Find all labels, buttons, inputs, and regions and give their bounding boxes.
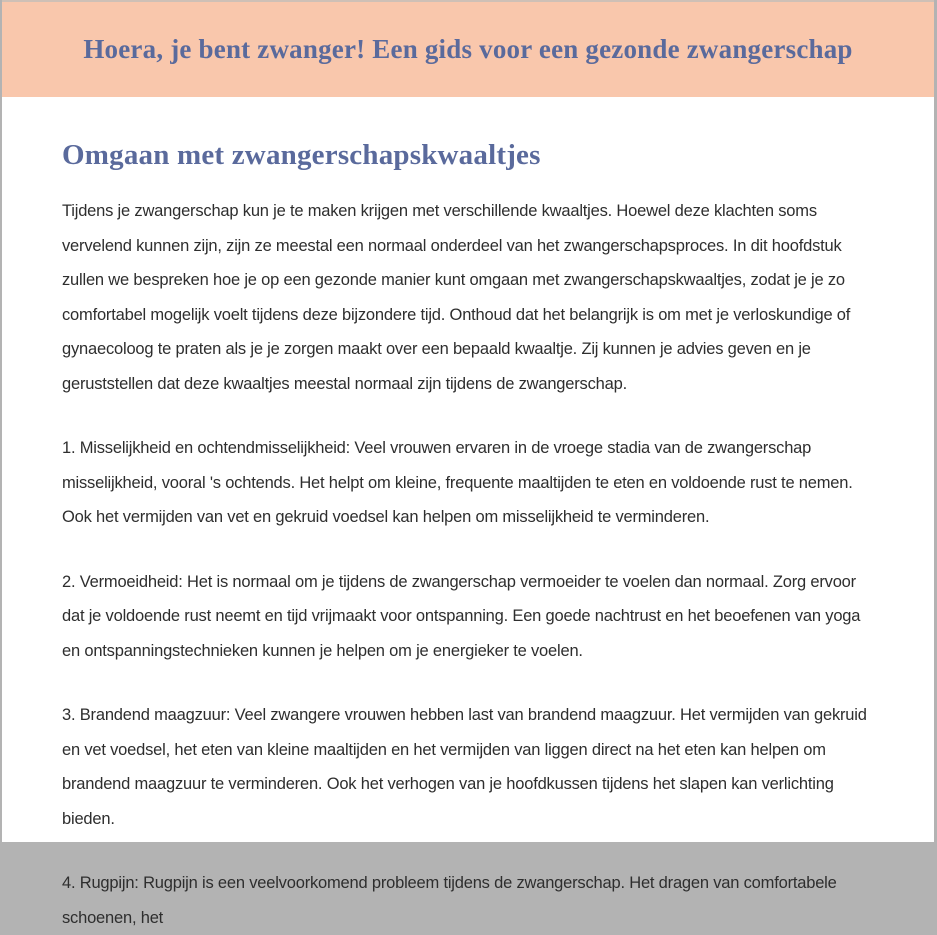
document-content: [2, 97, 934, 935]
paragraph-item-1-misselijkheid: 1. Misselijkheid en ochtendmisselijkheid: Veel vrouwen ervaren in de vroege stadia van de zwangerschap misselijkheid, vooral 's ochtends. Het helpt om kleine, frequente maaltijden te eten en voldoende rust te nemen. Ook het vermijden van vet en gekruid voedsel kan helpen om misselijkheid te verminderen.: [62, 439, 853, 526]
document-header: [2, 0, 934, 97]
paragraph-item-4-rugpijn: 4. Rugpijn: Rugpijn is een veelvoorkomend probleem tijdens de zwangerschap. Het dragen van comfortabele schoenen, het: [62, 874, 837, 927]
paragraph-item-3-brandend-maagzuur: 3. Brandend maagzuur: Veel zwangere vrouwen hebben last van brandend maagzuur. Het vermijden van gekruid en vet voedsel, het eten van kleine maaltijden en het vermijden van liggen direct na het eten kan helpen om brandend maagzuur te verminderen. Ook het verhogen van je hoofdkussen tijdens het slapen kan verlichting bieden.: [62, 706, 867, 828]
document-page: [2, 0, 934, 927]
paragraph-intro: Tijdens je zwangerschap kun je te maken krijgen met verschillende kwaaltjes. Hoewel deze klachten soms vervelend kunnen zijn, zijn ze meestal een normaal onderdeel van het zwangerschapsproces. In dit hoofdstuk zullen we bespreken hoe je op een gezonde manier kunt omgaan met zwangerschapskwaaltjes, zodat je je zo comfortabel mogelijk voelt tijdens deze bijzondere tijd. Onthoud dat het belangrijk is om met je verloskundige of gynaecoloog te praten als je je zorgen maakt over een bepaald kwaaltje. Zij kunnen je advies geven en je geruststellen dat deze kwaaltjes meestal normaal zijn tijdens de zwangerschap.: [62, 202, 851, 393]
section-heading: Omgaan met zwangerschapskwaaltjes: [62, 139, 541, 171]
paragraph-item-2-vermoeidheid: 2. Vermoeidheid: Het is normaal om je tijdens de zwangerschap vermoeider te voelen dan normaal. Zorg ervoor dat je voldoende rust neemt en tijd vrijmaakt voor ontspanning. Een goede nachtrust en het beoefenen van yoga en ontspanningstechnieken kunnen je helpen om je energieker te voelen.: [62, 572, 861, 660]
document-title: Hoera, je bent zwanger! Een gids voor een gezonde zwangerschap: [83, 34, 853, 64]
